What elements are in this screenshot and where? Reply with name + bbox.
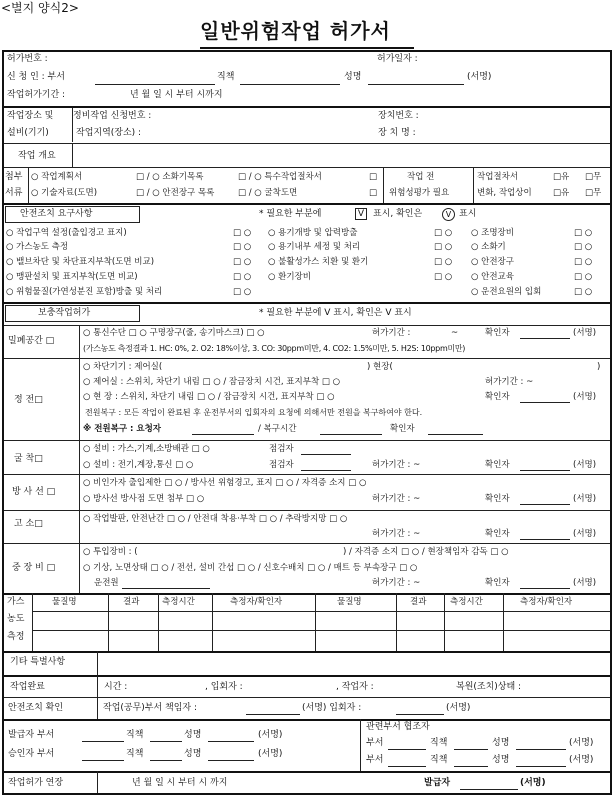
check-mark-example: V: [355, 208, 367, 220]
power-line1c: ): [597, 362, 601, 372]
other-label: 기타 특별사항: [10, 657, 66, 667]
related-dept-2: 부서: [366, 755, 384, 765]
safety-item-blind: ○ 맹판설치 및 표지부착(도면 비교): [6, 272, 138, 282]
gas-col-measurer-1: 측정자/확인자: [230, 597, 283, 607]
applicant-position-label: 직책: [217, 72, 235, 82]
gas-col-time-2: 측정시간: [450, 597, 483, 607]
safety-header: 안전조치 요구사항: [20, 209, 93, 219]
permit-no-label: 허가번호 :: [7, 54, 48, 64]
attach-plan[interactable]: ○ 작업계획서: [31, 172, 83, 182]
area-label: 작업지역(장소) :: [76, 128, 142, 138]
proc-change-label-1: 작업절차서: [477, 172, 519, 182]
safety-item-inert-gas: ○ 불활성가스 치환 및 환기: [268, 257, 369, 267]
extension-period: 년 월 일 시 부터 시 까지: [132, 778, 228, 788]
attach-excavation[interactable]: □ / ○ 굴착도면: [238, 188, 298, 198]
proc-yes-2[interactable]: □유: [553, 188, 570, 198]
attach-extinguisher[interactable]: □ / ○ 소화기목록: [136, 172, 204, 182]
safety-check-6[interactable]: □ ○: [434, 228, 453, 238]
safety-item-vessel-clean: ○ 용기내부 세정 및 처리: [268, 242, 361, 252]
safety-check-7[interactable]: □ ○: [434, 242, 453, 252]
gas-side-1: 가스: [7, 597, 25, 607]
issuer-label: 발급자 부서: [8, 730, 55, 740]
safety-confirm-resp: 작업(공무)부서 책임자 :: [103, 703, 198, 713]
radiation-line2: ○ 방사선 방사점 도면 첨부 □ ○: [83, 494, 205, 504]
attach-label-2: 서류: [5, 188, 23, 198]
safety-item-training: ○ 안전교육: [471, 272, 514, 282]
safety-check-1[interactable]: □ ○: [233, 228, 252, 238]
power-period: 허가기간 : ~: [485, 377, 534, 387]
height-line1: ○ 작업발판, 안전난간 □ ○ / 안전대 착용·부착 □ ○ / 추락방지망 □ ○: [83, 514, 348, 524]
safety-item-valve: ○ 밸브차단 및 차단표지부착(도면 비교): [6, 257, 155, 267]
circle-mark-example: V: [442, 208, 455, 221]
safety-check-5[interactable]: □ ○: [233, 287, 252, 297]
completion-worker: , 작업자 :: [336, 682, 374, 692]
device-name-label: 장 치 명 :: [378, 128, 416, 138]
safety-item-lighting: ○ 조명장비: [471, 228, 514, 238]
excavation-label[interactable]: 굴 착□: [14, 454, 43, 464]
safety-item-extinguisher: ○ 소화기: [471, 242, 506, 252]
power-label[interactable]: 정 전□: [14, 395, 43, 405]
related-label: 관련부서 협조자: [366, 722, 430, 732]
safety-item-gear: ○ 안전장구: [471, 257, 514, 267]
safety-item-hazard: ○ 위험물질(가연성분진 포함)방출 및 처리: [6, 287, 163, 297]
gas-side-2: 농도: [7, 614, 25, 624]
gas-col-result-2: 결과: [410, 597, 427, 607]
height-label[interactable]: 고 소□: [14, 519, 43, 529]
equip-app-label: 정비작업 신청번호 :: [73, 111, 152, 121]
equipment-label: 설비(기기): [7, 128, 49, 138]
heavy-period: 허가기간 : ~: [372, 578, 421, 588]
excavation-period: 허가기간 : ~: [372, 460, 421, 470]
confined-confirm: 확인자: [485, 328, 510, 338]
power-line3: ○ 현 장 : 스위치, 차단기 내림 □ ○ / 잠금장치 시건, 표지부착 □ ○: [83, 392, 335, 402]
extension-issuer: 발급자: [424, 778, 451, 788]
attach-label-1: 첨부: [5, 172, 23, 182]
related-name-2: 성명: [492, 755, 510, 765]
page-title: 일반위험작업 허가서: [200, 19, 391, 43]
extension-label: 작업허가 연장: [8, 778, 64, 788]
approver-position: 직책: [126, 749, 144, 759]
related-dept-1: 부서: [366, 738, 384, 748]
proc-yes-1[interactable]: □유: [553, 172, 570, 182]
supplement-note: * 필요한 부분에 V 표시, 확인은 V 표시: [259, 308, 412, 318]
approver-sign: (서명): [258, 749, 283, 759]
completion-label: 작업완료: [10, 682, 45, 692]
safety-check-2[interactable]: □ ○: [233, 242, 252, 252]
safety-confirm-sign: (서명): [446, 703, 471, 713]
confined-line1: ○ 통신수단 □ ○ 구명장구(줄, 송기마스크) □ ○: [83, 328, 265, 338]
radiation-label[interactable]: 방 사 선 □: [12, 487, 56, 497]
safety-check-4[interactable]: □ ○: [233, 272, 252, 282]
attach-special-proc[interactable]: □ / ○ 특수작업절차서: [238, 172, 322, 182]
safety-item-ventilation: ○ 환기장비: [268, 272, 311, 282]
radiation-period: 허가기간 : ~: [372, 494, 421, 504]
power-restore-note: 전원복구 : 모든 작업이 완료된 후 운전부서의 입회자의 요청에 의해서만 전원을 복구하여야 한다.: [85, 408, 423, 417]
applicant-name-label: 성명: [344, 72, 362, 82]
related-position-1: 직책: [430, 738, 448, 748]
pre-eval-label-2: 위험성평가 필요: [389, 188, 450, 198]
height-confirm: 확인자: [485, 529, 510, 539]
form-frame: [2, 50, 612, 795]
related-name-1: 성명: [492, 738, 510, 748]
power-confirm: 확인자: [485, 392, 510, 402]
supplement-header: 보충작업허가: [38, 308, 91, 318]
attach-special-box[interactable]: □: [369, 172, 378, 182]
attach-excavation-box[interactable]: □: [369, 188, 378, 198]
heavy-confirm: 확인자: [485, 578, 510, 588]
completion-restore: 복원(조치)상태 :: [456, 682, 522, 692]
completion-time: 시간 :: [104, 682, 128, 692]
applicant-sign: (서명): [467, 72, 492, 82]
heavy-sign: (서명): [573, 578, 597, 588]
confined-gas-criteria: (가스농도 측정결과 1. HC: 0%, 2. O2: 18%이상, 3. CO: 30ppm미만, 4. CO2: 1.5%미만, 5. H2S: 10ppm미만): [83, 344, 466, 353]
excavation-confirm: 확인자: [485, 460, 510, 470]
power-line1b: ) 현장(: [367, 362, 393, 372]
device-no-label: 장치번호 :: [378, 111, 419, 121]
gas-col-measurer-2: 측정자/확인자: [520, 597, 573, 607]
safety-note-post: 표시: [459, 209, 477, 219]
issuer-sign: (서명): [258, 730, 283, 740]
title-underline: [200, 47, 414, 49]
permit-date-label: 허가일자 :: [377, 54, 418, 64]
confined-tilde: ~: [451, 328, 459, 338]
confined-label[interactable]: 밀폐공간 □: [8, 336, 55, 346]
heavy-label[interactable]: 중 장 비 □: [12, 563, 56, 573]
power-sign: (서명): [573, 392, 597, 402]
confined-sign: (서명): [573, 328, 597, 338]
heavy-operator: 운전원: [94, 578, 119, 588]
related-sign-1: (서명): [569, 738, 594, 748]
excavation-inspector-2: 점검자: [269, 460, 294, 470]
height-sign: (서명): [573, 529, 597, 539]
attach-tech[interactable]: ○ 기술자료(도면): [31, 188, 98, 198]
extension-sign: (서명): [520, 778, 546, 788]
safety-confirm-attendee: (서명) 입회자 :: [302, 703, 362, 713]
gas-col-time-1: 측정시간: [162, 597, 195, 607]
safety-check-12[interactable]: □ ○: [574, 257, 593, 267]
proc-change-label-2: 변화, 작업상이: [477, 188, 532, 198]
radiation-confirm: 확인자: [485, 494, 510, 504]
gas-side-3: 측정: [7, 632, 25, 642]
related-sign-2: (서명): [569, 755, 594, 765]
overview-label: 작업 개요: [18, 151, 56, 161]
issuer-position: 직책: [126, 730, 144, 740]
safety-check-11[interactable]: □ ○: [574, 242, 593, 252]
safety-confirm-label: 안전조치 확인: [8, 703, 64, 713]
excavation-line1: ○ 설비 : 가스,기계,소방배관 □ ○: [83, 444, 210, 454]
safety-check-9[interactable]: □ ○: [434, 272, 453, 282]
pre-eval-label-1: 작업 전: [407, 172, 435, 182]
safety-item-zone: ○ 작업구역 설정(출입경고 표지): [6, 228, 127, 238]
heavy-line1b: ) / 자격증 소지 □ ○ / 현장책임자 감독 □ ○: [343, 547, 509, 557]
radiation-line1: ○ 비인가자 출입제한 □ ○ / 방사선 위험경고, 표지 □ ○ / 자격증 소지 □ ○: [83, 478, 367, 488]
excavation-line2: ○ 설비 : 전기,계장,통신 □ ○: [83, 460, 194, 470]
safety-note-pre: * 필요한 부분에: [259, 209, 322, 219]
excavation-inspector-1: 점검자: [269, 444, 294, 454]
safety-item-operator: ○ 운전요원의 입회: [471, 287, 542, 297]
gas-col-substance-2: 물질명: [337, 597, 362, 607]
safety-check-3[interactable]: □ ○: [233, 257, 252, 267]
safety-check-10[interactable]: □ ○: [574, 228, 593, 238]
proc-no-1[interactable]: □무: [585, 172, 602, 182]
safety-check-13[interactable]: □ ○: [574, 272, 593, 282]
gas-col-result-1: 결과: [123, 597, 140, 607]
safety-item-gas: ○ 가스농도 측정: [6, 242, 69, 252]
power-restore-req: ※ 전원복구 : 요청자: [83, 424, 162, 434]
power-restore-time: / 복구시간: [258, 424, 297, 434]
power-line1: ○ 차단기기 : 제어실(: [83, 362, 163, 372]
safety-check-14[interactable]: □ ○: [574, 287, 593, 297]
issuer-name: 성명: [184, 730, 202, 740]
attach-safety-gear[interactable]: □ / ○ 안전장구 목록: [136, 188, 215, 198]
form-label: <별지 양식2>: [1, 1, 79, 15]
radiation-sign: (서명): [573, 494, 597, 504]
related-position-2: 직책: [430, 755, 448, 765]
applicant-label: 신 청 인 : 부서: [7, 72, 65, 82]
place-label: 작업장소 및: [7, 111, 54, 121]
period-text: 년 월 일 시 부터 시까지: [130, 90, 223, 100]
safety-item-vessel-open: ○ 용기개방 및 압력방출: [268, 228, 358, 238]
proc-no-2[interactable]: □무: [585, 188, 602, 198]
gas-col-substance-1: 물질명: [52, 597, 77, 607]
confined-period: 허가기간 :: [372, 328, 411, 338]
approver-label: 승인자 부서: [8, 749, 55, 759]
completion-attendee: , 입회자 :: [205, 682, 243, 692]
period-label: 작업허가기간 :: [7, 90, 66, 100]
power-restore-confirm: 확인자: [390, 424, 415, 434]
height-period: 허가기간 : ~: [372, 529, 421, 539]
safety-check-8[interactable]: □ ○: [434, 257, 453, 267]
approver-name: 성명: [184, 749, 202, 759]
power-line2: ○ 제어실 : 스위치, 차단기 내림 □ ○ / 잠금장치 시건, 표지부착 □ ○: [83, 377, 341, 387]
safety-note-mid: 표시, 확인은: [373, 209, 423, 219]
excavation-sign: (서명): [573, 460, 597, 470]
heavy-line1a: ○ 투입장비 : (: [83, 547, 138, 557]
heavy-line2: ○ 기상, 노면상태 □ ○ / 전선, 설비 간섭 □ ○ / 신호수배치 □ ○ / 매트 등 부속장구 □ ○: [83, 563, 418, 573]
